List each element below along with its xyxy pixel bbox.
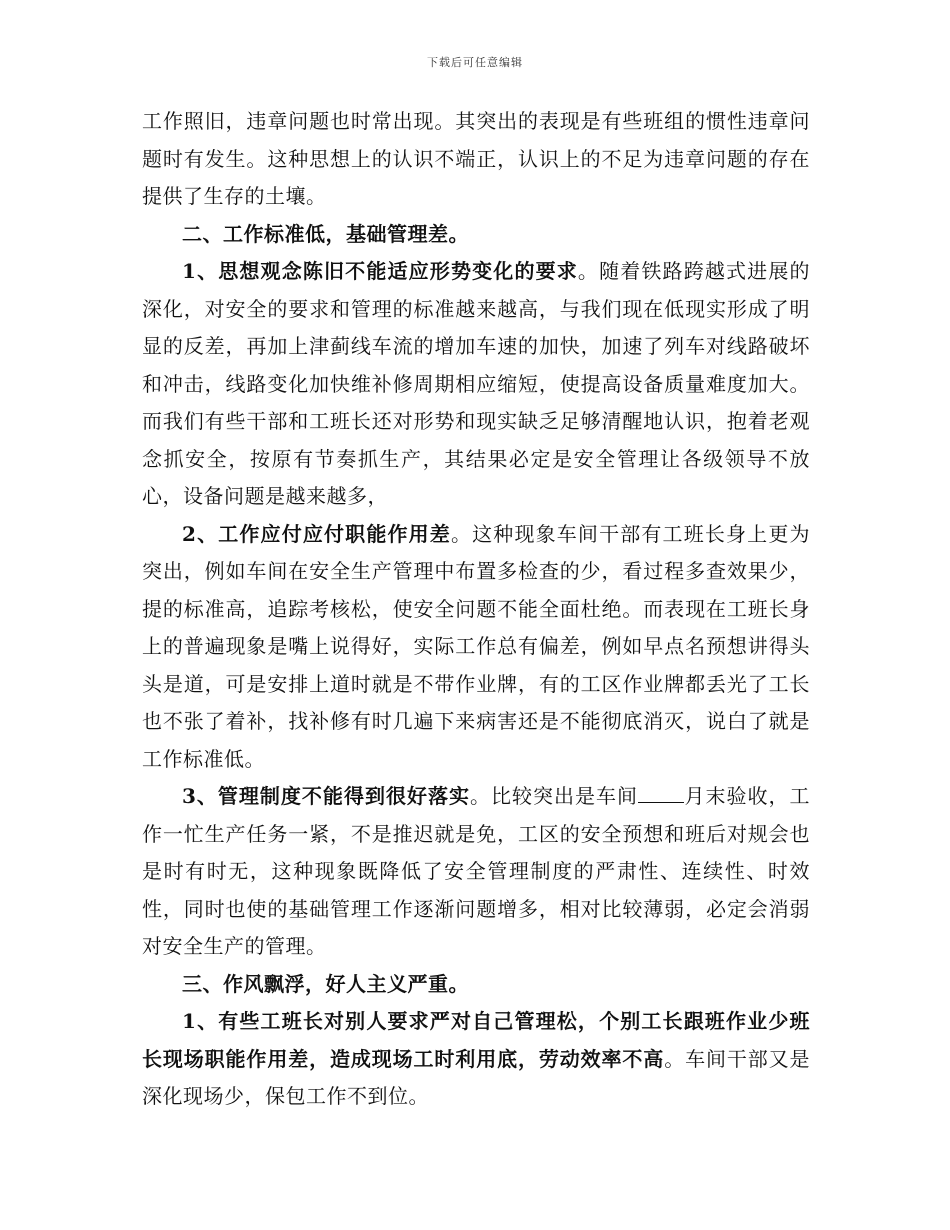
item-3-lead: 3、管理制度不能得到很好落实 (182, 784, 470, 808)
paragraph-item-3 (142, 778, 810, 966)
item-4-lead: 1、有些工班长对别人要求严对自己管理松，个别工长跟班作业少班长现场职能作用差，造成现场工时利用底，劳动效率不高 (142, 1009, 810, 1071)
fill-in-blank (638, 780, 684, 803)
paragraph-item-1 (142, 253, 810, 516)
item-2-text: 。这种现象车间干部有工班长身上更为突出，例如车间在安全生产管理中布置多检查的少，看过程多查效果少，提的标准高，追踪考核松，使安全问题不能全面杜绝。而表现在工班长身上的普遍现象是嘴上说得好，实际工作总有偏差，例如早点名预想讲得头头是道，可是安排上道时就是不带作业牌，有的工区作业牌都丢光了工长也不张了着补，找补修有时几遍下来病害还是不能彻底消灭，说白了就是工作标准低。 (142, 521, 810, 771)
section-heading-3: 三、作风飘浮，好人主义严重。 (182, 971, 469, 996)
paragraph-item-2 (142, 516, 810, 779)
paragraph-continuation: 工作照旧，违章问题也时常出现。其突出的表现是有些班组的惯性违章问题时有发生。这种思想上的认识不端正，认识上的不足为违章问题的存在提供了生存的土壤。 (142, 109, 810, 208)
paragraph-item-4 (142, 1003, 810, 1116)
item-3-text-a: 。比较突出是车间 (469, 784, 638, 808)
page-header: 下载后可任意编辑 (427, 56, 523, 69)
item-4-text: 。车间干部又是深化现场少，保包工作不到位。 (142, 1046, 811, 1108)
item-1-lead: 1、思想观念陈旧不能适应形势变化的要求 (182, 259, 578, 283)
document-body (142, 103, 810, 1116)
item-3-text-b: 月末验收，工作一忙生产任务一紧，不是推迟就是免，工区的安全预想和班后对规会也是时有时无，这种现象既降低了安全管理制度的严肃性、连续性、时效性，同时也使的基础管理工作逐渐问题增多，相对比较薄弱，必定会消弱对安全生产的管理。 (142, 784, 811, 958)
item-1-text: 。随着铁路跨越式进展的深化，对安全的要求和管理的标准越来越高，与我们现在低现实形成了明显的反差，再加上津蓟线车流的增加车速的加快，加速了列车对线路破坏和冲击，线路变化加快维补修周期相应缩短，使提高设备质量难度加大。而我们有些干部和工班长还对形势和现实缺乏足够清醒地认识，抱着老观念抓安全，按原有节奏抓生产，其结果必定是安全管理让各级领导不放心，设备问题是越来越多， (142, 259, 811, 508)
item-2-lead: 2、工作应付应付职能作用差 (182, 521, 451, 546)
section-heading-2: 二、工作标准低，基础管理差。 (182, 221, 469, 246)
